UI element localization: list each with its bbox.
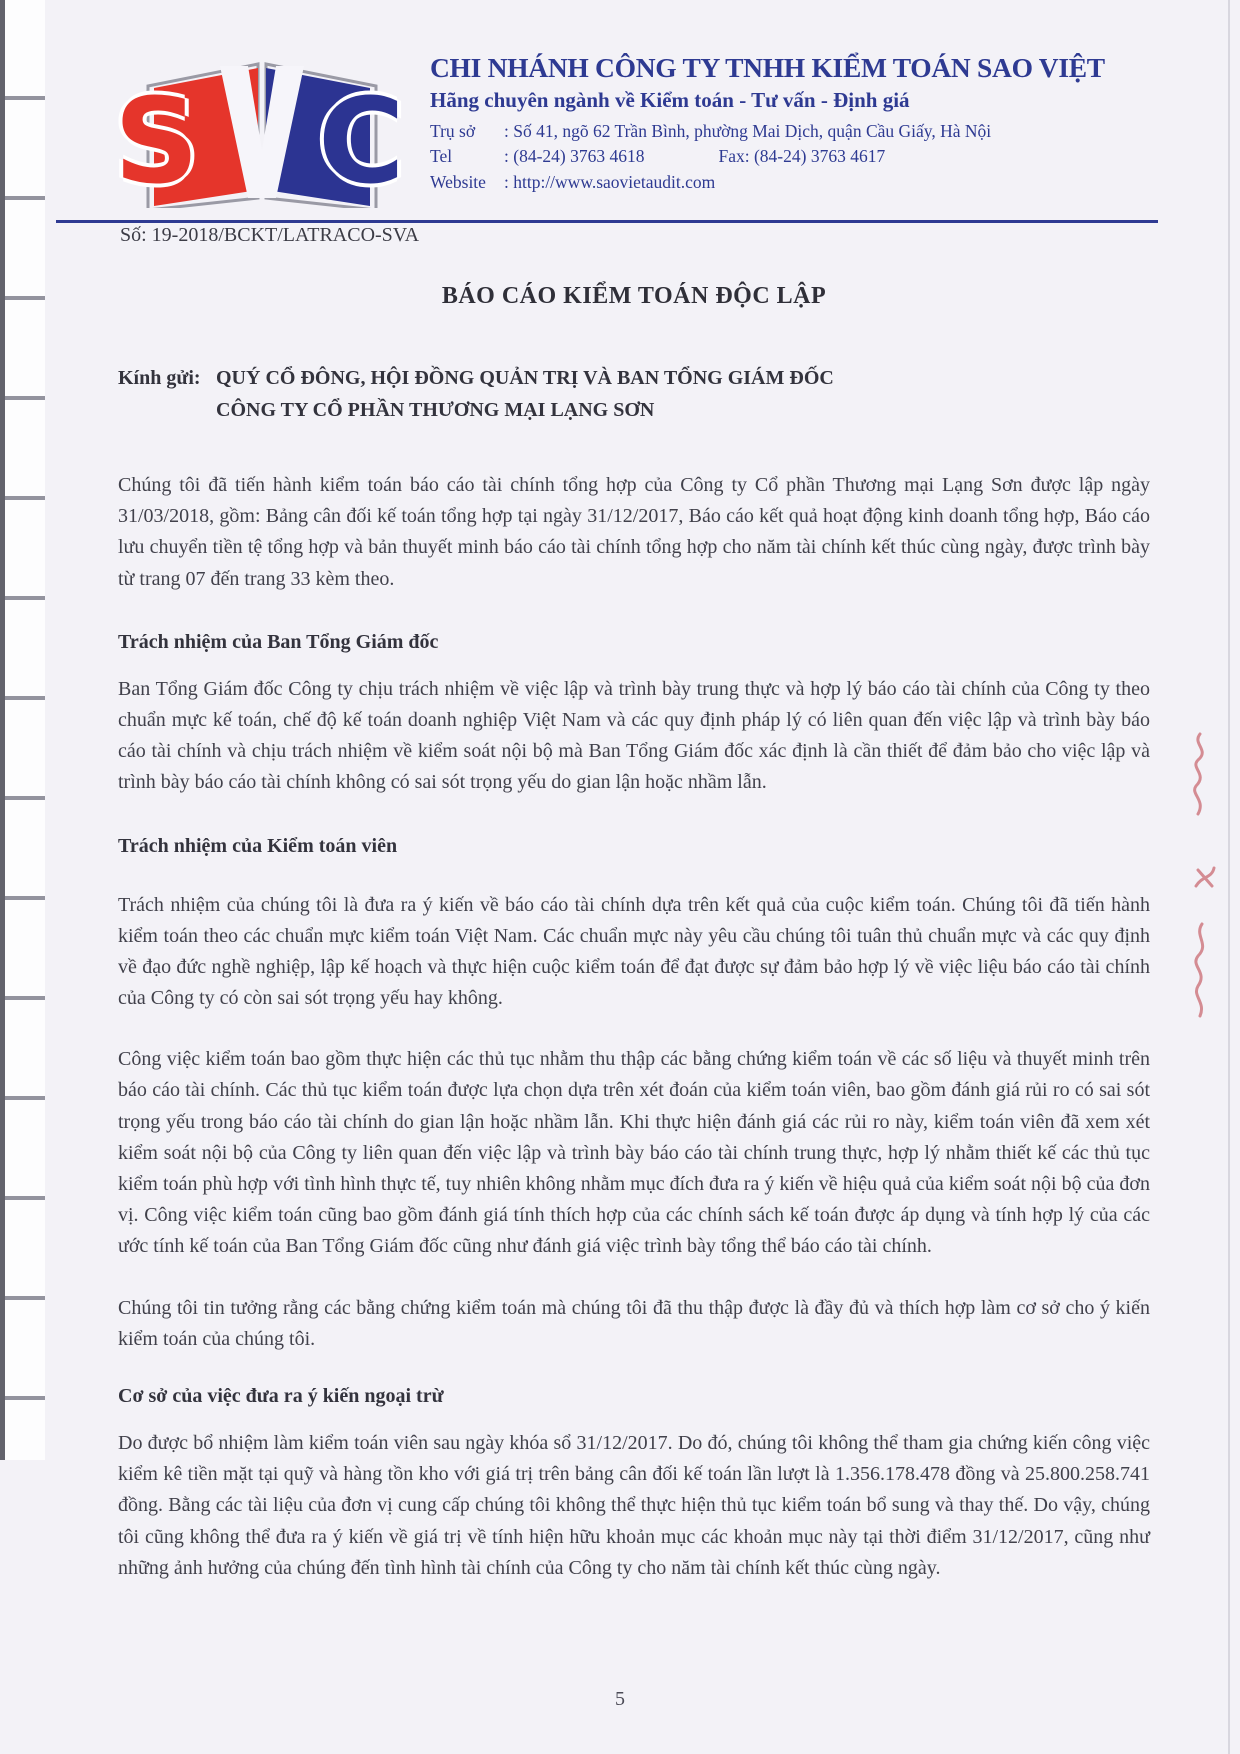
auditor-responsibility-paragraph-1: Trách nhiệm của chúng tôi là đưa ra ý kiến về báo cáo tài chính dựa trên kết quả của cuộc kiểm toán. Chúng tôi đã tiến hành kiểm toán theo các chuẩn mực kiểm toán Việt Nam. Các chuẩn mực này yêu cầu chúng tôi tuân thủ chuẩn mực và các quy định về đạo đức nghề nghiệp, lập kế hoạch và thực hiện cuộc kiểm toán để đạt được sự đảm bảo hợp lý về việc liệu báo cáo tài chính của Công ty có còn sai sót trọng yếu hay không. xyxy=(118,893,1150,1010)
letterhead-text xyxy=(430,52,1158,195)
address-value: : Số 41, ngõ 62 Trần Bình, phường Mai Dịch, quận Cầu Giấy, Hà Nội xyxy=(504,121,992,141)
page-number: 5 xyxy=(615,1688,625,1710)
salutation-recipients xyxy=(216,362,834,426)
audit-evidence-paragraph: Chúng tôi tin tưởng rằng các bằng chứng kiểm toán mà chúng tôi đã thu thập được là đầy đủ và thích hợp làm cơ sở cho ý kiến kiểm toán của chúng tôi. xyxy=(118,1296,1150,1350)
section-heading-basis-qualified-opinion: Cơ sở của việc đưa ra ý kiến ngoại trừ xyxy=(118,1384,444,1407)
logo-letter-s: S xyxy=(114,72,199,210)
company-logo xyxy=(114,58,405,210)
fax-value: Fax: (84-24) 3763 4617 xyxy=(718,146,886,167)
address-label: Trụ sở xyxy=(430,121,476,141)
company-name: CHI NHÁNH CÔNG TY TNHH KIỂM TOÁN SAO VIỆT xyxy=(430,52,1105,83)
logo-letter-c: C xyxy=(318,72,405,210)
website-value: : http://www.saovietaudit.com xyxy=(504,171,716,192)
intro-paragraph: Chúng tôi đã tiến hành kiểm toán báo cáo tài chính tổng hợp của Công ty Cổ phần Thương mại Lạng Sơn được lập ngày 31/03/2018, gồm: Bảng cân đối kế toán tổng hợp tại ngày 31/12/2017, Báo cáo kết quả hoạt động kinh doanh tổng hợp, Báo cáo lưu chuyển tiền tệ tổng hợp và bản thuyết minh báo cáo tài chính tổng hợp cho năm tài chính kết thúc cùng ngày, được trình bày từ trang 07 đến trang 33 kèm theo. xyxy=(118,474,1150,590)
handwritten-annotation-3 xyxy=(1186,920,1216,1020)
phone-row xyxy=(430,144,1158,169)
basis-qualified-opinion-paragraph: Do được bổ nhiệm làm kiểm toán viên sau ngày khóa sổ 31/12/2017. Do đó, chúng tôi không thể tham gia chứng kiến công việc kiểm kê tiền mặt tại quỹ và hàng tồn kho với giá trị trên bảng cân đối kế toán lần lượt là 1.356.178.478 đồng và 25.800.258.741 đồng. Bằng các tài liệu của đơn vị cung cấp chúng tôi không thể thực hiện thủ tục kiểm toán bổ sung và thay thế. Do vậy, chúng tôi cũng không thể đưa ra ý kiến về giá trị về tính hiện hữu khoản mục các khoản mục này tại thời điểm 31/12/2017, cũng như những ảnh hưởng của chúng đến tình hình tài chính của Công ty cho năm tài chính kết thúc cùng ngày. xyxy=(118,1431,1150,1579)
company-tagline: Hãng chuyên ngành về Kiểm toán - Tư vấn - Định giá xyxy=(430,88,910,112)
audit-report-body xyxy=(118,224,1150,1614)
tel-value: : (84-24) 3763 4618 xyxy=(504,146,645,167)
tel-label: Tel xyxy=(430,146,453,167)
paper-edge-artifact xyxy=(1228,0,1230,1754)
reference-number: Số: 19-2018/BCKT/LATRACO-SVA xyxy=(120,224,420,246)
handwritten-annotation-1 xyxy=(1186,730,1216,820)
binding-edge-artifact xyxy=(0,0,45,1460)
auditor-responsibility-paragraph-2: Công việc kiểm toán bao gồm thực hiện các thủ tục nhằm thu thập các bằng chứng kiểm toán về các số liệu và thuyết minh trên báo cáo tài chính. Các thủ tục kiểm toán được lựa chọn dựa trên xét đoán của kiểm toán viên, bao gồm đánh giá rủi ro có sai sót trọng yếu trong báo cáo tài chính do gian lận hoặc nhầm lẫn. Khi thực hiện đánh giá các rủi ro này, kiểm toán viên đã xem xét kiểm soát nội bộ của Công ty liên quan đến việc lập và trình bày báo cáo tài chính trung thực, hợp lý nhằm thiết kế các thủ tục kiểm toán phù hợp với tình hình thực tế, tuy nhiên không nhằm mục đích đưa ra ý kiến về hiệu quả của kiểm soát nội bộ của đơn vị. Công việc kiểm toán cũng bao gồm đánh giá tính thích hợp của các chính sách kế toán được áp dụng và tính hợp lý của các ước tính kế toán của Ban Tổng Giám đốc cũng như đánh giá việc trình bày tổng thể báo cáo tài chính. xyxy=(118,1048,1150,1258)
letterhead xyxy=(114,52,1158,210)
letterhead-divider xyxy=(56,220,1158,223)
address-row xyxy=(430,119,1158,144)
section-heading-management-responsibility: Trách nhiệm của Ban Tổng Giám đốc xyxy=(118,630,439,653)
salutation-block xyxy=(118,362,1150,426)
section-heading-auditor-responsibility: Trách nhiệm của Kiểm toán viên xyxy=(118,834,398,857)
website-label: Website xyxy=(430,171,486,192)
salutation-label: Kính gửi: xyxy=(118,367,201,389)
report-title: BÁO CÁO KIỂM TOÁN ĐỘC LẬP xyxy=(441,283,827,309)
salutation-line-1: QUÝ CỔ ĐÔNG, HỘI ĐỒNG QUẢN TRỊ VÀ BAN TỔNG GIÁM ĐỐC xyxy=(216,367,834,389)
management-responsibility-paragraph: Ban Tổng Giám đốc Công ty chịu trách nhiệm về việc lập và trình bày trung thực và hợp lý báo cáo tài chính của Công ty theo chuẩn mực kế toán, chế độ kế toán doanh nghiệp Việt Nam và các quy định pháp lý có liên quan đến việc lập và trình bày báo cáo tài chính và chịu trách nhiệm về kiểm soát nội bộ mà Ban Tổng Giám đốc xác định là cần thiết để đảm bảo cho việc lập và trình bày báo cáo tài chính không có sai sót trọng yếu do gian lận hoặc nhầm lẫn. xyxy=(118,677,1150,794)
website-row xyxy=(430,170,1158,195)
handwritten-annotation-2 xyxy=(1192,860,1218,894)
salutation-line-2: CÔNG TY CỔ PHẦN THƯƠNG MẠI LẠNG SƠN xyxy=(216,399,655,421)
